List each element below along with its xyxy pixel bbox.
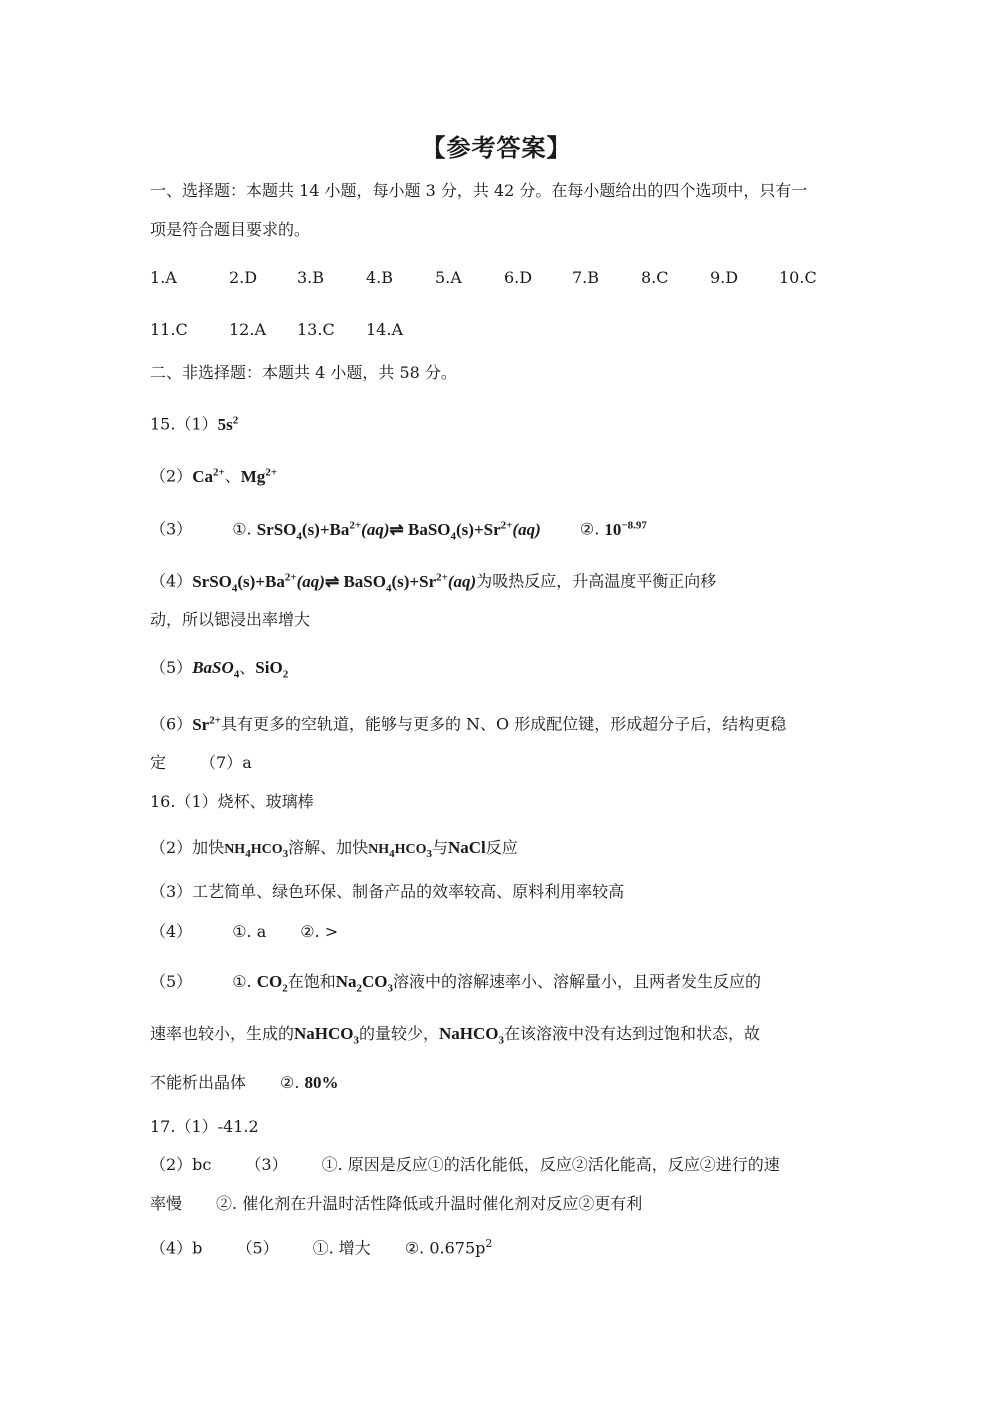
answer-percent: 80% [304, 1073, 339, 1092]
answer-item: 13.C [297, 320, 335, 339]
answer-item: 1.A [150, 268, 177, 287]
label: 15.（1） [150, 414, 218, 434]
label: （6） [150, 714, 193, 734]
formula-sio2: SiO$_2$ [255, 658, 289, 681]
formula-nacl: NaCl [448, 838, 486, 857]
label: （3） [150, 519, 193, 539]
page-title: 【参考答案】 [421, 134, 572, 162]
section2-intro: 二、非选择题：本题共 4 小题，共 58 分。 [150, 363, 457, 382]
answer-item: 12.A [229, 320, 266, 339]
q17-part2-3: （2）bc （3） ①. 原因是反应①的活化能低，反应②活化能高，反应②进行的速 [150, 1155, 780, 1174]
q15-part3: （3） ①. $SrSO_4(s)+Ba^{2+}(aq)\rightleftharpoons$ $BaSO_4(s)+Sr^{2+}(aq)$ ②. $10^{-8.97}$ [150, 519, 647, 543]
answer-item: 8.C [641, 268, 669, 287]
answer-item: 2.D [229, 268, 258, 287]
answer-item: 4.B [366, 268, 394, 287]
section1-intro: 一、选择题：本题共 14 小题，每小题 3 分，共 42 分。在每小题给出的四个选项中，只有一 [150, 181, 808, 200]
q15-part4-cont: 动，所以锶浸出率增大 [150, 610, 311, 629]
q16-part5-cont2: 不能析出晶体 ②. 80% [150, 1073, 339, 1092]
formula-nahco3: NaHCO$_3$ [294, 1024, 360, 1047]
answer-item: 6.D [504, 268, 533, 287]
label: （4） [150, 571, 193, 591]
answer-item: 9.D [710, 268, 739, 287]
q16-part1: 16.（1）烧杯、玻璃棒 [150, 792, 314, 811]
formula-sr: $Sr^{2+}$ [192, 714, 221, 734]
q16-part2: （2）加快$NH_4HCO_3$溶解、加快$NH_4HCO_3$与NaCl反应 [150, 838, 518, 860]
answer-item: 10.C [779, 268, 817, 287]
q17-part3-cont: 率慢 ②. 催化剂在升温时活性降低或升温时催化剂对反应②更有利 [150, 1194, 643, 1213]
q16-part5: （5） ①. $CO_2$在饱和$Na_2CO_3$溶液中的溶解速率小、溶解量小，且两者发生反应的 [150, 972, 762, 995]
formula-nh4hco3: $NH_4HCO_3$ [368, 842, 432, 860]
q17-part1: 17.（1）-41.2 [150, 1117, 259, 1136]
q15-part5: （5）BaSO$_4$、SiO$_2$ [150, 658, 289, 681]
formula-na2co3: $Na_2CO_3$ [335, 972, 394, 995]
section1-intro-cont: 项是符合题目要求的。 [150, 220, 311, 239]
answer-item: 11.C [150, 320, 188, 339]
formula-nahco3: NaHCO$_3$ [439, 1024, 505, 1047]
formula-co2: $CO_2$ [256, 972, 288, 995]
formula-ksp: $10^{-8.97}$ [604, 519, 647, 539]
formula-nh4hco3: $NH_4HCO_3$ [224, 842, 289, 860]
q17-part4-5: （4）b （5） ①. 增大 ②. $0.675p^2$ [150, 1237, 493, 1258]
formula-mg: $Mg^{2+}$ [240, 466, 278, 486]
q16-part3: （3）工艺简单、绿色环保、制备产品的效率较高、原料利用率较高 [150, 882, 625, 901]
q15-part1 [150, 410, 238, 435]
label: （5） [150, 658, 193, 677]
q15-part2: $(2)Ca^{2+}$、$Mg^{2+}$ [150, 466, 278, 486]
q15-part6: $(6)Sr^{2+}$具有更多的空轨道，能够与更多的 N、O 形成配位键，形成超分子后，结构更稳 [150, 714, 787, 734]
label: （2） [150, 466, 193, 486]
q16-part4: （4） ①. a ②. > [150, 922, 339, 941]
q15-part6-cont: 定 （7）a [150, 753, 252, 772]
equation: $SrSO_4(s)+Ba^{2+}(aq)\rightleftharpoons$ $BaSO_4(s)+Sr^{2+}(aq)$ [256, 519, 541, 543]
answer-item: 7.B [572, 268, 600, 287]
formula-baso4: BaSO$_4$ [192, 658, 240, 681]
q15-part4: $(4)SrSO_4(s)+Ba^{2+}(aq)\rightleftharpoons$ $BaSO_4(s)+Sr^{2+}(aq)$为吸热反应，升高温度平衡正向移 [150, 571, 717, 595]
formula: $5s^2$ [217, 414, 239, 434]
formula-ca: $Ca^{2+}$ [192, 466, 225, 486]
answer-item: 14.A [366, 320, 403, 339]
equation: $SrSO_4(s)+Ba^{2+}(aq)\rightleftharpoons$ $BaSO_4(s)+Sr^{2+}(aq)$ [192, 571, 477, 595]
answer-item: 3.B [297, 268, 325, 287]
q16-part5-cont1: 速率也较小，生成的NaHCO$_3$的量较少，NaHCO$_3$在该溶液中没有达到过饱和状态，故 [150, 1024, 761, 1047]
answer-item: 5.A [435, 268, 462, 287]
